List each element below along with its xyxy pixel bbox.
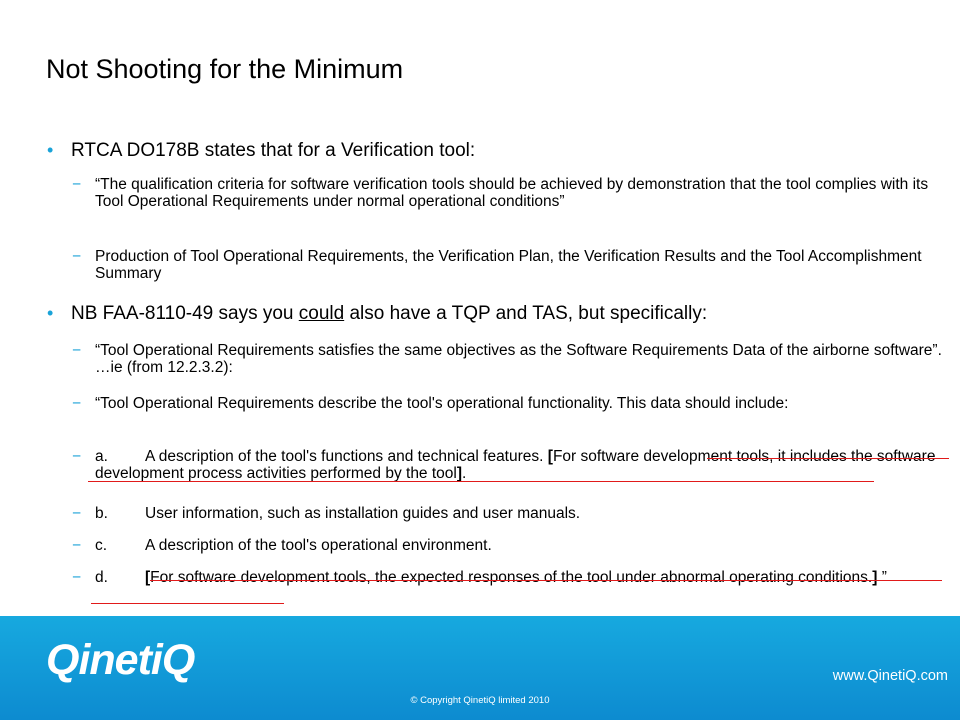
strikethrough-line <box>707 458 949 459</box>
item-d-close-bracket: ] <box>872 569 878 586</box>
strikethrough-line <box>150 580 942 581</box>
qinetiq-logo: QinetiQ <box>46 636 195 684</box>
slide-title: Not Shooting for the Minimum <box>46 54 404 84</box>
item-d-open-bracket: [ <box>145 569 151 586</box>
item-a-text <box>95 448 955 482</box>
footer-band <box>0 616 960 720</box>
bullet-1-sub-1-text: “The qualification criteria for software verification tools should be achieved by demonstration that the tool complies with its Tool Operational Requirements under normal operational conditions” <box>95 176 929 210</box>
bullet-2-underlined-word: could <box>298 303 345 324</box>
item-a-body: A description of the tool's functions and technical features. <box>145 448 548 465</box>
item-b-text <box>95 505 955 522</box>
bullet-2-sub-1-text: “Tool Operational Requirements satisfies the same objectives as the Software Requirements Data of the airborne software”. …ie (from 12.2.3.2): <box>95 342 942 376</box>
dash-marker: − <box>72 248 82 265</box>
bullet-marker: • <box>47 140 54 160</box>
strikethrough-line <box>91 603 284 604</box>
item-b-body: User information, such as installation guides and user manuals. <box>145 505 581 522</box>
item-d-text <box>95 569 955 586</box>
item-d-period: . <box>867 569 873 586</box>
dash-marker: − <box>72 505 82 522</box>
item-c-body: A description of the tool's operational environment. <box>145 537 492 554</box>
bullet-2-pre: NB FAA-8110-49 says you <box>71 303 299 324</box>
item-a-struck-text: For software development tools, it includes the software development process activities performed by the tool <box>95 448 936 482</box>
bullet-2-sub-2-text: “Tool Operational Requirements describe the tool's operational functionality. This data should include: <box>95 395 789 412</box>
website-link[interactable]: www.QinetiQ.com <box>832 668 948 684</box>
dash-marker: − <box>72 342 82 359</box>
dash-marker: − <box>72 395 82 412</box>
item-c-letter: c. <box>95 537 108 554</box>
dash-marker: − <box>72 569 82 586</box>
item-a-letter: a. <box>95 448 108 465</box>
dash-marker: − <box>72 176 82 193</box>
item-d-letter: d. <box>95 569 108 586</box>
bullet-2-post: also have a TQP and TAS, but specifically: <box>344 303 708 324</box>
item-b-letter: b. <box>95 505 108 522</box>
item-a-open-bracket: [ <box>547 448 553 465</box>
copyright-text: © Copyright QinetiQ limited 2010 <box>410 695 550 706</box>
bullet-2-text <box>71 302 707 325</box>
item-d-struck-text: For software development tools, the expected responses of the tool under abnormal operating conditions <box>150 569 868 586</box>
item-d-end: ” <box>877 569 887 586</box>
bullet-marker: • <box>47 303 54 323</box>
item-a-end: . <box>462 465 467 482</box>
bullet-1-text: RTCA DO178B states that for a Verification tool: <box>71 140 476 161</box>
item-c-text <box>95 537 955 554</box>
item-a-close-bracket: ] <box>456 465 463 482</box>
strikethrough-line <box>88 481 874 482</box>
bullet-1-sub-2-text: Production of Tool Operational Requirements, the Verification Plan, the Verification Results and the Tool Accomplishment Summary <box>95 248 922 282</box>
dash-marker: − <box>72 448 82 465</box>
dash-marker: − <box>72 537 82 554</box>
